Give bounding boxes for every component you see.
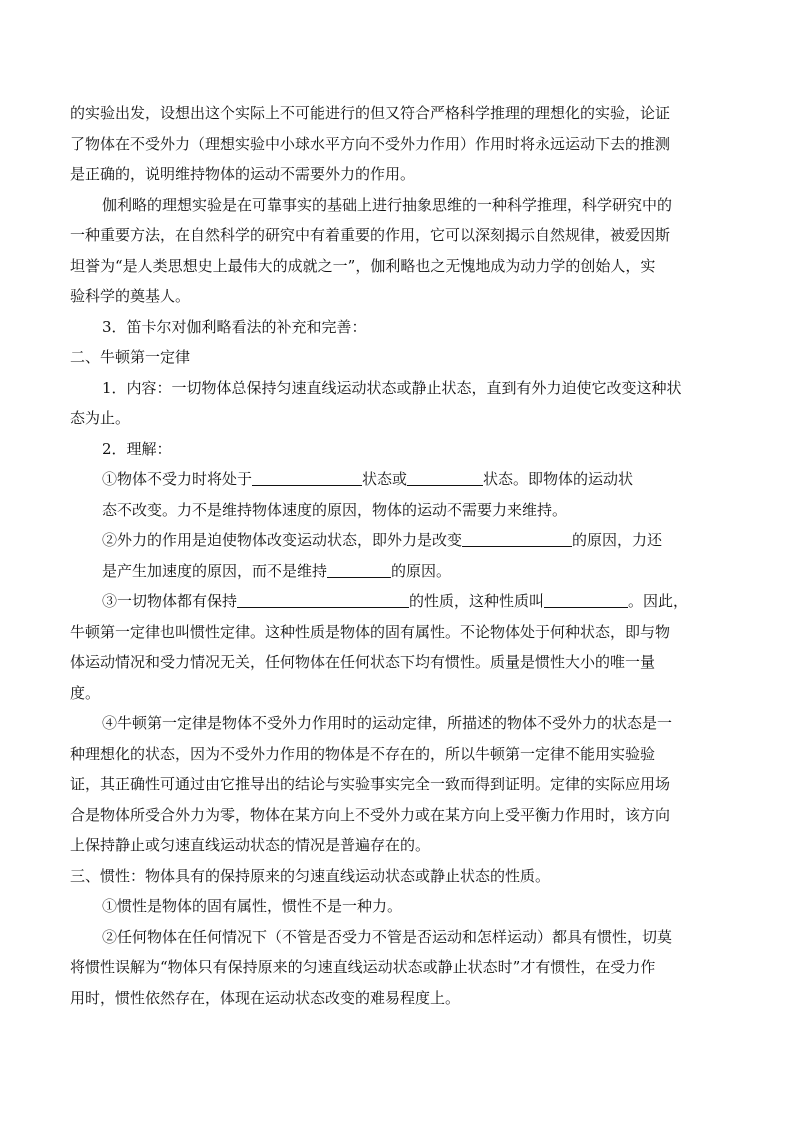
text-line: 证，其正确性可通过由它推导出的结论与实验事实完全一致而得到证明。定律的实际应用场	[70, 775, 671, 793]
text-line: ④牛顿第一定律是物体不受外力作用时的运动定律，所描述的物体不受外力的状态是一	[102, 714, 673, 732]
text-line: 牛顿第一定律也叫惯性定律。这种性质是物体的固有属性。不论物体处于何种状态，即与物	[70, 622, 671, 641]
text-line: 了物体在不受外力（理想实验中小球水平方向不受外力作用）作用时将永远运动下去的推测	[70, 134, 671, 153]
point-3	[70, 586, 722, 708]
section-heading-newton-first-law: 二、牛顿第一定律	[70, 348, 191, 366]
item-descartes: 3．笛卡尔对伽利略看法的补充和完善：	[102, 317, 367, 336]
text-line: 态为止。	[70, 409, 131, 427]
document-body	[70, 98, 722, 1013]
text-line: 伽利略的理想实验是在可靠事实的基础上进行抽象思维的一种科学推理，科学研究中的	[102, 195, 673, 214]
text-line	[70, 556, 722, 587]
point-4	[70, 708, 722, 861]
text-line: 将惯性误解为“物体只有保持原来的匀速直线运动状态或静止状态时”才有惯性，在受力作	[70, 958, 656, 976]
item-understanding: 2．理解：	[102, 439, 172, 458]
fill-blank[interactable]	[252, 467, 362, 486]
fill-blank[interactable]	[327, 559, 391, 578]
point-2	[70, 525, 722, 586]
paragraph-law-content	[70, 373, 722, 434]
fill-blank[interactable]	[237, 589, 409, 608]
text-segment: 是产生加速度的原因，而不是维持	[102, 561, 328, 580]
point-1	[70, 464, 722, 525]
text-segment: 。因此，	[628, 592, 689, 610]
text-line	[70, 464, 722, 495]
fill-blank[interactable]	[407, 467, 483, 486]
paragraph-ideal-experiment-conclusion	[70, 98, 722, 190]
text-line: ②任何物体在任何情况下（不管是否受力不管是否运动和怎样运动）都具有惯性，切莫	[102, 927, 673, 946]
text-segment: ②外力的作用是迫使物体改变运动状态，即外力是改变	[102, 531, 463, 549]
text-line: 合是物体所受合外力为零，物体在某方向上不受外力或在某方向上受平衡力作用时，该方向	[70, 805, 671, 824]
text-line	[70, 525, 722, 556]
paragraph-galileo-evaluation	[70, 190, 722, 312]
text-line: 是正确的，说明维持物体的运动不需要外力的作用。	[70, 165, 416, 183]
text-segment: 的原因，力还	[572, 531, 663, 549]
text-line: 1．内容：一切物体总保持匀速直线运动状态或静止状态，直到有外力迫使它改变这种状	[102, 378, 682, 397]
text-line: 用时，惯性依然存在，体现在运动状态改变的难易程度上。	[70, 988, 461, 1007]
fill-blank[interactable]	[462, 528, 572, 547]
text-line: 坦誉为“是人类思想史上最伟大的成就之一”，伽利略也之无愧地成为动力学的创始人，实	[70, 256, 656, 275]
inertia-point-1: ①惯性是物体的固有属性，惯性不是一种力。	[102, 897, 403, 915]
text-segment: 状态。即物体的运动状	[483, 470, 634, 488]
text-line: 一种重要方法，在自然科学的研究中有着重要的作用，它可以深刻揭示自然规律，被爱因斯	[70, 226, 671, 244]
text-line: 态不改变。力不是维持物体速度的原因，物体的运动不需要力来维持。	[102, 500, 568, 519]
text-line: 度。	[70, 683, 101, 702]
text-segment: 状态或	[362, 470, 408, 488]
text-line: 验科学的奠基人。	[70, 287, 191, 305]
text-line	[70, 586, 722, 617]
text-segment: 的原因。	[391, 561, 452, 580]
text-segment: ③一切物体都有保持	[102, 592, 238, 610]
section-heading-inertia: 三、惯性：物体具有的保持原来的匀速直线运动状态或静止状态的性质。	[70, 866, 551, 885]
text-line: 的实验出发，设想出这个实际上不可能进行的但又符合严格科学推理的理想化的实验，论证	[70, 104, 671, 122]
inertia-point-2	[70, 922, 722, 1014]
text-line: 种理想化的状态，因为不受外力作用的物体是不存在的，所以牛顿第一定律不能用实验验	[70, 744, 656, 763]
text-segment: 的性质，这种性质叫	[409, 592, 545, 610]
text-line: 上保持静止或匀速直线运动状态的情况是普遍存在的。	[70, 836, 431, 854]
text-line: 体运动情况和受力情况无关，任何物体在任何状态下均有惯性。质量是惯性大小的唯一量	[70, 653, 656, 671]
text-segment: ①物体不受力时将处于	[102, 470, 253, 488]
fill-blank[interactable]	[544, 589, 628, 608]
